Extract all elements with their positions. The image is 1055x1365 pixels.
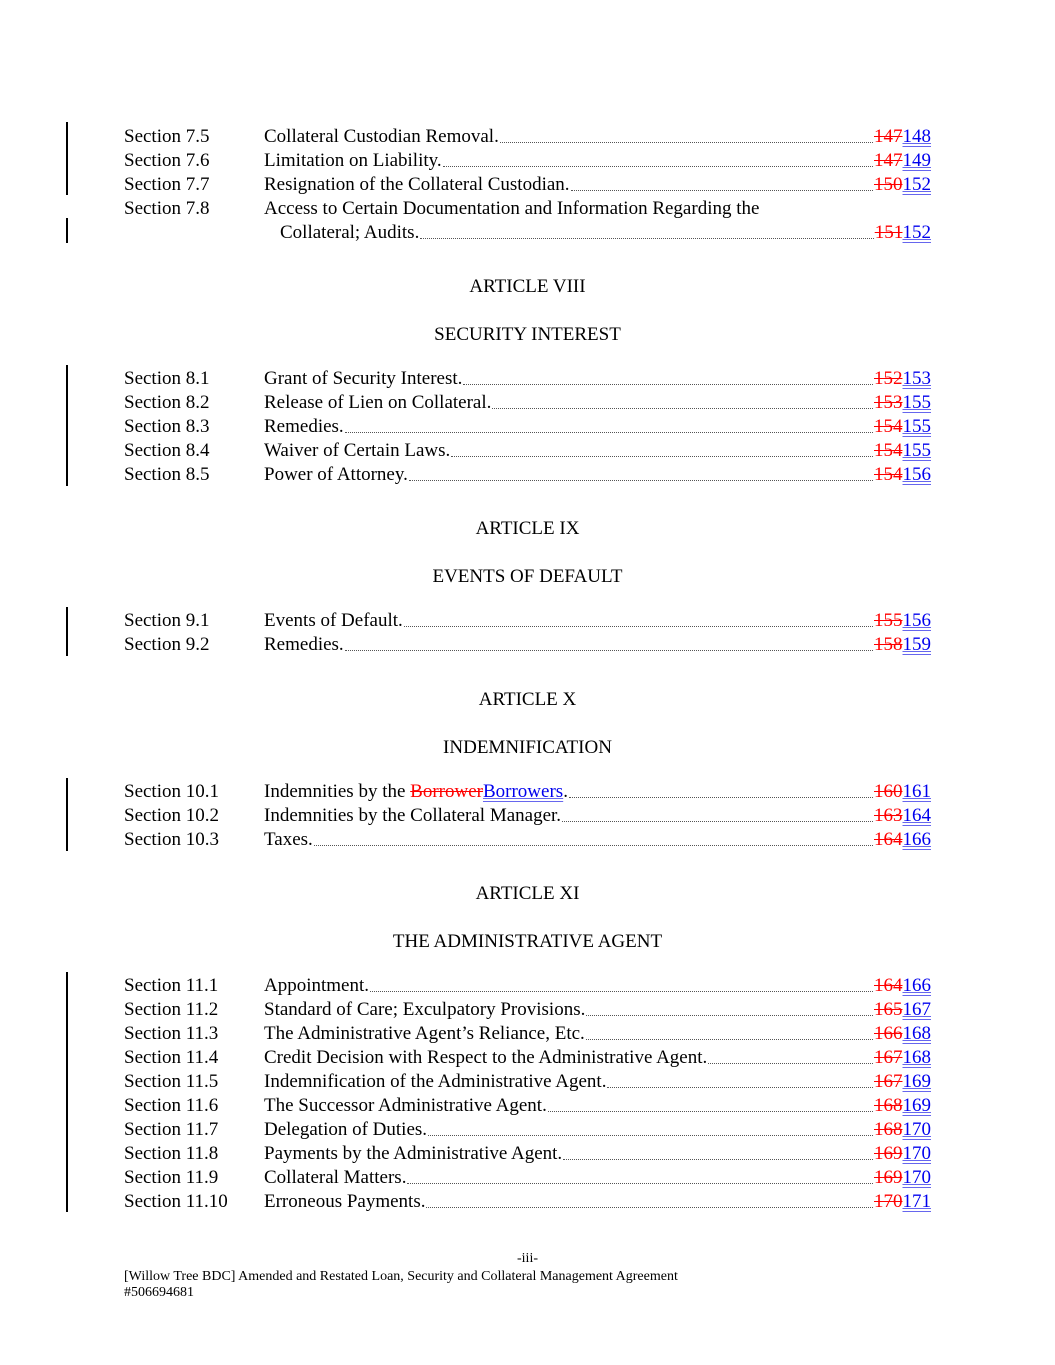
article-number: ARTICLE VIII [469, 276, 586, 297]
inserted-page-number[interactable]: 149 [902, 150, 931, 171]
section-title: Remedies. [264, 416, 344, 437]
deleted-page-number: 166 [874, 1023, 903, 1044]
deleted-page-number: 150 [874, 174, 903, 195]
footer-document-title: [Willow Tree BDC] Amended and Restated Loan, Security and Collateral Management Agreement [124, 1269, 678, 1284]
inserted-page-number[interactable]: 155 [902, 392, 931, 413]
toc-entry[interactable] [124, 1022, 931, 1046]
inserted-page-number[interactable]: 170 [902, 1119, 931, 1140]
dot-leader [443, 166, 873, 167]
toc-entry[interactable] [124, 1094, 931, 1118]
page-number: -iii- [517, 1251, 538, 1266]
inserted-page-number[interactable]: 168 [902, 1023, 931, 1044]
section-number: Section 8.1 [124, 368, 210, 389]
toc-entry[interactable] [124, 804, 931, 828]
toc-entry[interactable] [124, 828, 931, 852]
toc-entry[interactable] [124, 391, 931, 415]
deleted-page-number: 154 [874, 440, 903, 461]
dot-leader [492, 408, 873, 409]
dot-leader [420, 238, 873, 239]
section-number: Section 11.6 [124, 1095, 219, 1116]
change-bar [66, 365, 68, 486]
dot-leader [571, 190, 873, 191]
deleted-page-number: 169 [874, 1143, 903, 1164]
section-number: Section 11.1 [124, 975, 219, 996]
section-number: Section 9.1 [124, 610, 210, 631]
deleted-page-number: 147 [874, 126, 903, 147]
toc-entry[interactable] [124, 149, 931, 173]
toc-entry[interactable] [124, 1142, 931, 1166]
article-title: THE ADMINISTRATIVE AGENT [392, 931, 663, 952]
section-number: Section 8.5 [124, 464, 210, 485]
section-number: Section 11.8 [124, 1143, 219, 1164]
footer-document-id: #506694681 [124, 1285, 194, 1300]
toc-entry[interactable] [124, 633, 931, 657]
title-text: . [563, 781, 568, 802]
article-title: INDEMNIFICATION [443, 737, 612, 758]
section-number: Section 7.6 [124, 150, 210, 171]
section-number: Section 10.3 [124, 829, 219, 850]
section-number: Section 11.5 [124, 1071, 219, 1092]
deleted-page-number: 167 [874, 1071, 903, 1092]
inserted-page-number[interactable]: 161 [902, 781, 931, 802]
toc-entry[interactable] [124, 998, 931, 1022]
section-title: Power of Attorney. [264, 464, 408, 485]
deleted-text: Borrower [410, 781, 483, 802]
section-title: Indemnities by the Collateral Manager. [264, 805, 562, 826]
section-title: Credit Decision with Respect to the Administrative Agent. [264, 1047, 708, 1068]
inserted-page-number[interactable]: 166 [902, 975, 931, 996]
article-title: SECURITY INTEREST [434, 324, 621, 345]
deleted-page-number: 168 [874, 1119, 903, 1140]
inserted-page-number[interactable]: 159 [902, 634, 931, 655]
section-title: Standard of Care; Exculpatory Provisions. [264, 999, 586, 1020]
deleted-page-number: 169 [874, 1167, 903, 1188]
article-number: ARTICLE IX [475, 518, 580, 539]
dot-leader [345, 432, 873, 433]
article-number: ARTICLE X [478, 689, 577, 710]
section-title: Erroneous Payments. [264, 1191, 426, 1212]
toc-entry[interactable] [124, 439, 931, 463]
deleted-page-number: 154 [874, 464, 903, 485]
dot-leader [500, 142, 873, 143]
section-title: Appointment. [264, 975, 370, 996]
toc-entry[interactable] [124, 415, 931, 439]
section-title: Delegation of Duties. [264, 1119, 428, 1140]
dot-leader [563, 1159, 873, 1160]
section-title-continuation: Collateral; Audits. [280, 222, 420, 243]
toc-entry[interactable] [124, 463, 931, 487]
toc-entry[interactable] [124, 1046, 931, 1070]
section-title: The Successor Administrative Agent. [264, 1095, 547, 1116]
inserted-page-number[interactable]: 168 [902, 1047, 931, 1068]
inserted-page-number[interactable]: 156 [902, 610, 931, 631]
section-title: The Administrative Agent’s Reliance, Etc. [264, 1023, 585, 1044]
section-title: Events of Default. [264, 610, 403, 631]
section-number: Section 11.2 [124, 999, 219, 1020]
inserted-page-number[interactable]: 171 [902, 1191, 931, 1212]
section-title: Payments by the Administrative Agent. [264, 1143, 563, 1164]
toc-entry[interactable] [124, 974, 931, 998]
dot-leader [708, 1063, 873, 1064]
title-text: Indemnities by the [264, 781, 411, 802]
deleted-page-number: 170 [874, 1191, 903, 1212]
section-number: Section 11.3 [124, 1023, 219, 1044]
section-title: Collateral Matters. [264, 1167, 407, 1188]
section-number: Section 11.7 [124, 1119, 219, 1140]
section-title: Taxes. [264, 829, 313, 850]
dot-leader [314, 845, 873, 846]
section-number: Section 11.9 [124, 1167, 219, 1188]
dot-leader [451, 456, 873, 457]
section-number: Section 9.2 [124, 634, 210, 655]
deleted-page-number: 158 [874, 634, 903, 655]
section-title: Release of Lien on Collateral. [264, 392, 492, 413]
dot-leader [586, 1039, 873, 1040]
deleted-page-number: 154 [874, 416, 903, 437]
section-number: Section 7.7 [124, 174, 210, 195]
dot-leader [370, 991, 873, 992]
deleted-page-number: 147 [874, 150, 903, 171]
deleted-page-number: 153 [874, 392, 903, 413]
inserted-page-number[interactable]: 169 [902, 1095, 931, 1116]
section-number: Section 10.1 [124, 781, 219, 802]
inserted-text: Borrowers [482, 781, 564, 802]
inserted-page-number[interactable]: 166 [902, 829, 931, 850]
change-bar [66, 778, 68, 851]
toc-entry[interactable] [124, 125, 931, 149]
section-number: Section 8.4 [124, 440, 210, 461]
deleted-page-number: 165 [874, 999, 903, 1020]
dot-leader [409, 480, 873, 481]
deleted-page-number: 167 [874, 1047, 903, 1068]
inserted-page-number[interactable]: 164 [902, 805, 931, 826]
section-title: Resignation of the Collateral Custodian. [264, 174, 570, 195]
inserted-page-number[interactable]: 170 [902, 1167, 931, 1188]
deleted-page-number: 168 [874, 1095, 903, 1116]
toc-entry[interactable] [124, 1070, 931, 1094]
inserted-page-number[interactable]: 153 [902, 368, 931, 389]
section-title: Grant of Security Interest. [264, 368, 463, 389]
dot-leader [548, 1111, 873, 1112]
dot-leader [607, 1087, 873, 1088]
dot-leader [426, 1207, 873, 1208]
toc-entry[interactable] [124, 173, 931, 197]
dot-leader [404, 626, 873, 627]
section-number: Section 8.3 [124, 416, 210, 437]
toc-entry[interactable] [124, 609, 931, 633]
deleted-page-number: 152 [874, 368, 903, 389]
dot-leader [345, 650, 873, 651]
dot-leader [463, 384, 873, 385]
dot-leader [407, 1183, 873, 1184]
deleted-page-number: 151 [874, 222, 903, 243]
section-title: Waiver of Certain Laws. [264, 440, 451, 461]
section-title: Remedies. [264, 634, 344, 655]
inserted-page-number[interactable]: 169 [902, 1071, 931, 1092]
section-number: Section 11.10 [124, 1191, 228, 1212]
inserted-page-number[interactable]: 167 [902, 999, 931, 1020]
section-number: Section 8.2 [124, 392, 210, 413]
toc-entry[interactable] [124, 1118, 931, 1142]
inserted-page-number[interactable]: 156 [902, 464, 931, 485]
deleted-page-number: 164 [874, 829, 903, 850]
section-title: Access to Certain Documentation and Information Regarding the [264, 198, 760, 219]
toc-entry[interactable] [124, 1166, 931, 1190]
change-bar [66, 607, 68, 656]
deleted-page-number: 160 [874, 781, 903, 802]
change-bar [66, 972, 68, 1212]
section-number: Section 7.5 [124, 126, 210, 147]
toc-entry[interactable] [124, 197, 931, 221]
toc-entry-continuation[interactable] [280, 221, 931, 245]
section-title: Collateral Custodian Removal. [264, 126, 499, 147]
deleted-page-number: 164 [874, 975, 903, 996]
inserted-page-number[interactable]: 148 [902, 126, 931, 147]
deleted-page-number: 163 [874, 805, 903, 826]
section-number: Section 11.4 [124, 1047, 219, 1068]
deleted-page-number: 155 [874, 610, 903, 631]
toc-entry[interactable] [124, 367, 931, 391]
section-title: Indemnification of the Administrative Agent. [264, 1071, 607, 1092]
inserted-page-number[interactable]: 152 [902, 174, 931, 195]
inserted-page-number[interactable]: 155 [902, 416, 931, 437]
inserted-page-number[interactable]: 152 [902, 222, 931, 243]
article-title: EVENTS OF DEFAULT [432, 566, 623, 587]
inserted-page-number[interactable]: 155 [902, 440, 931, 461]
section-number: Section 10.2 [124, 805, 219, 826]
change-bar [66, 122, 68, 195]
dot-leader [562, 821, 873, 822]
inserted-page-number[interactable]: 170 [902, 1143, 931, 1164]
toc-entry[interactable] [124, 780, 931, 804]
section-title [264, 780, 568, 804]
section-title: Limitation on Liability. [264, 150, 442, 171]
change-bar [66, 218, 68, 243]
dot-leader [428, 1135, 873, 1136]
dot-leader [569, 797, 873, 798]
article-number: ARTICLE XI [475, 883, 580, 904]
dot-leader [586, 1015, 873, 1016]
toc-entry[interactable] [124, 1190, 931, 1214]
section-number: Section 7.8 [124, 198, 210, 219]
